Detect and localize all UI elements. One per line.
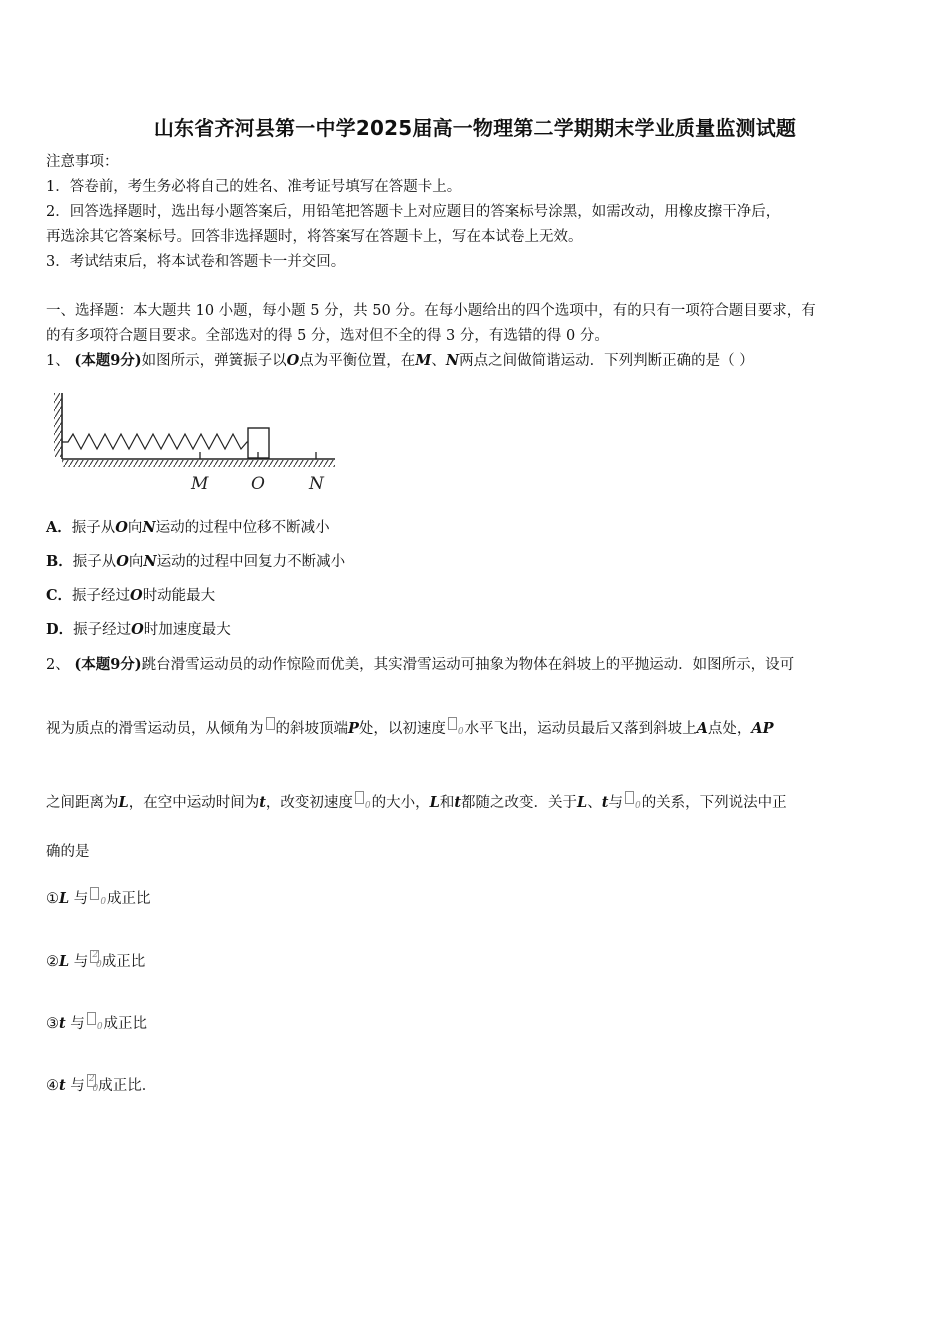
option-a-var-2: N xyxy=(142,519,156,536)
statement-4-text-1: 与 xyxy=(65,1078,85,1094)
q2-text-3i: 的关系，下列说法中正 xyxy=(641,795,787,811)
option-d[interactable] xyxy=(46,620,231,640)
question-2-text-1: 跳台滑雪运动员的动作惊险而优美，其实滑雪运动可抽象为物体在斜坡上的平抛运动．如图所示，设可 xyxy=(141,657,795,673)
option-b-text-2: 向 xyxy=(128,554,144,570)
statement-1[interactable] xyxy=(46,887,151,912)
var-l-2: L xyxy=(429,794,440,811)
notice-item-2-line-1: 2．回答选择题时，选出每小题答案后，用铅笔把答题卡上对应题目的答案标号涂黑，如需改动，用橡皮擦干净后， xyxy=(46,204,781,220)
notice-item-2-line-2: 再选涂其它答案标号。回答非选择题时，将答案写在答题卡上，写在本试卷上无效。 xyxy=(46,229,583,245)
point-o: O xyxy=(286,352,300,369)
q2-text-3d: 的大小， xyxy=(371,795,430,811)
separator: 、 xyxy=(431,353,446,369)
option-d-letter: D． xyxy=(46,621,74,638)
v0-placeholder-icon xyxy=(90,887,99,900)
v0-subscript: 0 xyxy=(92,1084,99,1094)
option-d-var-1: O xyxy=(131,621,144,638)
v0-subscript: 0 xyxy=(457,727,464,737)
label-n: N xyxy=(309,474,324,494)
segment-ap: AP xyxy=(751,720,774,737)
statement-4-mark: ④ xyxy=(46,1078,59,1094)
var-t-1: t xyxy=(259,794,266,811)
question-2-line-1 xyxy=(46,655,794,675)
statement-4-var: t xyxy=(59,1077,66,1094)
question-1-text-2: 点为平衡位置，在 xyxy=(299,353,416,369)
v0-subscript: 0 xyxy=(100,897,107,907)
option-b[interactable] xyxy=(46,552,345,572)
label-o: O xyxy=(251,474,265,494)
section-1-line-1: 一、选择题：本大题共 10 小题，每小题 5 分，共 50 分。在每小题给出的四个选项中，有的只有一项符合题目要求，有 xyxy=(46,303,816,319)
q2-text-2d: 水平飞出，运动员最后又落到斜坡上 xyxy=(464,721,697,737)
option-d-text-2: 时加速度最大 xyxy=(143,622,231,638)
option-a-var-1: O xyxy=(115,519,128,536)
v0-placeholder-icon xyxy=(448,717,457,730)
option-a-letter: A． xyxy=(46,519,72,536)
point-a: A xyxy=(696,720,708,737)
question-1-text-3: 两点之间做简谐运动．下列判断正确的是（ ） xyxy=(459,353,754,369)
statement-3-mark: ③ xyxy=(46,1016,59,1032)
point-n: N xyxy=(445,352,460,369)
v0-placeholder-icon xyxy=(355,791,364,804)
statement-1-var: L xyxy=(59,890,70,907)
v0-subscript: 0 xyxy=(364,801,371,811)
v0-placeholder-icon xyxy=(87,1012,96,1025)
floor-hatching xyxy=(62,460,335,467)
notice-heading: 注意事项： xyxy=(46,154,119,170)
statement-3-text-2: 成正比 xyxy=(103,1016,148,1032)
notice-item-1: 1．答卷前，考生务必将自己的姓名、准考证号填写在答题卡上。 xyxy=(46,179,462,195)
section-1-line-2: 的有多项符合题目要求。全部选对的得 5 分，选对但不全的得 3 分，有选错的得 0 分。 xyxy=(46,328,609,344)
q2-text-2e: 点处， xyxy=(707,721,752,737)
statement-2[interactable] xyxy=(46,950,145,975)
option-a-text-3: 运动的过程中位移不断减小 xyxy=(155,520,330,536)
option-b-var-1: O xyxy=(116,553,129,570)
wall-hatching xyxy=(54,393,62,457)
question-1-number: 1、 xyxy=(46,353,70,369)
option-a-text-1: 振子从 xyxy=(71,520,116,536)
label-m: M xyxy=(191,474,209,494)
option-c-var-1: O xyxy=(130,587,143,604)
q2-text-3e: 和 xyxy=(439,795,455,811)
v0-placeholder-icon xyxy=(625,791,634,804)
statement-4[interactable] xyxy=(46,1074,156,1099)
option-b-var-2: N xyxy=(143,553,157,570)
var-l-1: L xyxy=(118,794,129,811)
statement-1-mark: ① xyxy=(46,891,59,907)
option-a[interactable] xyxy=(46,518,330,538)
option-c[interactable] xyxy=(46,586,215,606)
statement-2-mark: ② xyxy=(46,954,59,970)
statement-2-text-2: 成正比 xyxy=(101,954,146,970)
spring-oscillator-figure xyxy=(50,385,340,495)
q2-text-3c: ，改变初速度 xyxy=(265,795,353,811)
question-2-line-2 xyxy=(46,717,774,742)
q2-text-3a: 之间距离为 xyxy=(46,795,119,811)
page-title: 山东省齐河县第一中学2025届高一物理第二学期期末学业质量监测试题 xyxy=(153,116,797,140)
option-a-text-2: 向 xyxy=(127,520,143,536)
q2-text-3f: 都随之改变．关于 xyxy=(461,795,578,811)
point-m: M xyxy=(415,352,432,369)
statement-3[interactable] xyxy=(46,1012,147,1037)
statement-2-var: L xyxy=(59,953,70,970)
theta-placeholder-icon xyxy=(266,717,275,730)
point-p: P xyxy=(348,720,359,737)
question-1-stem xyxy=(46,351,754,371)
q2-text-2b: 的斜坡顶端 xyxy=(275,721,348,737)
option-b-text-3: 运动的过程中回复力不断减小 xyxy=(156,554,346,570)
option-c-letter: C． xyxy=(46,587,73,604)
statement-1-text-2: 成正比 xyxy=(107,891,151,907)
statement-3-var: t xyxy=(59,1015,66,1032)
v0-subscript: 0 xyxy=(96,960,102,970)
v0-subscript: 0 xyxy=(96,1022,103,1032)
option-b-text-1: 振子从 xyxy=(72,554,117,570)
q2-text-3b: ，在空中运动时间为 xyxy=(128,795,260,811)
option-b-letter: B． xyxy=(46,553,73,570)
question-1-text-1: 如图所示，弹簧振子以 xyxy=(141,353,287,369)
q2-text-3h: 与 xyxy=(608,795,623,811)
statement-1-text-1: 与 xyxy=(69,891,89,907)
question-2-number: 2、 xyxy=(46,657,70,673)
q2-text-2a: 视为质点的滑雪运动员，从倾角为 xyxy=(46,721,264,737)
v0-squared-superscript: 2 xyxy=(88,1074,95,1084)
q2-text-3g: 、 xyxy=(587,795,602,811)
option-c-text-1: 振子经过 xyxy=(72,588,131,604)
question-2-line-3 xyxy=(46,791,787,816)
v0-squared-superscript: 2 xyxy=(92,950,99,960)
question-1-tag: (本题9分) xyxy=(74,352,142,369)
statement-2-text-1: 与 xyxy=(69,954,89,970)
statement-4-text-2: 成正比． xyxy=(98,1078,157,1094)
var-t-2: t xyxy=(454,794,462,811)
spring xyxy=(62,434,248,449)
statement-3-text-1: 与 xyxy=(65,1016,85,1032)
notice-item-3: 3．考试结束后，将本试卷和答题卡一并交回。 xyxy=(46,254,346,270)
option-c-text-2: 时动能最大 xyxy=(142,588,216,604)
q2-text-2c: 处，以初速度 xyxy=(358,721,446,737)
option-d-text-1: 振子经过 xyxy=(73,622,132,638)
var-l-3: L xyxy=(577,794,588,811)
question-2-line-4: 确的是 xyxy=(46,844,90,860)
var-t-3: t xyxy=(601,794,609,811)
v0-subscript: 0 xyxy=(634,801,641,811)
question-2-tag: (本题9分) xyxy=(74,656,142,673)
